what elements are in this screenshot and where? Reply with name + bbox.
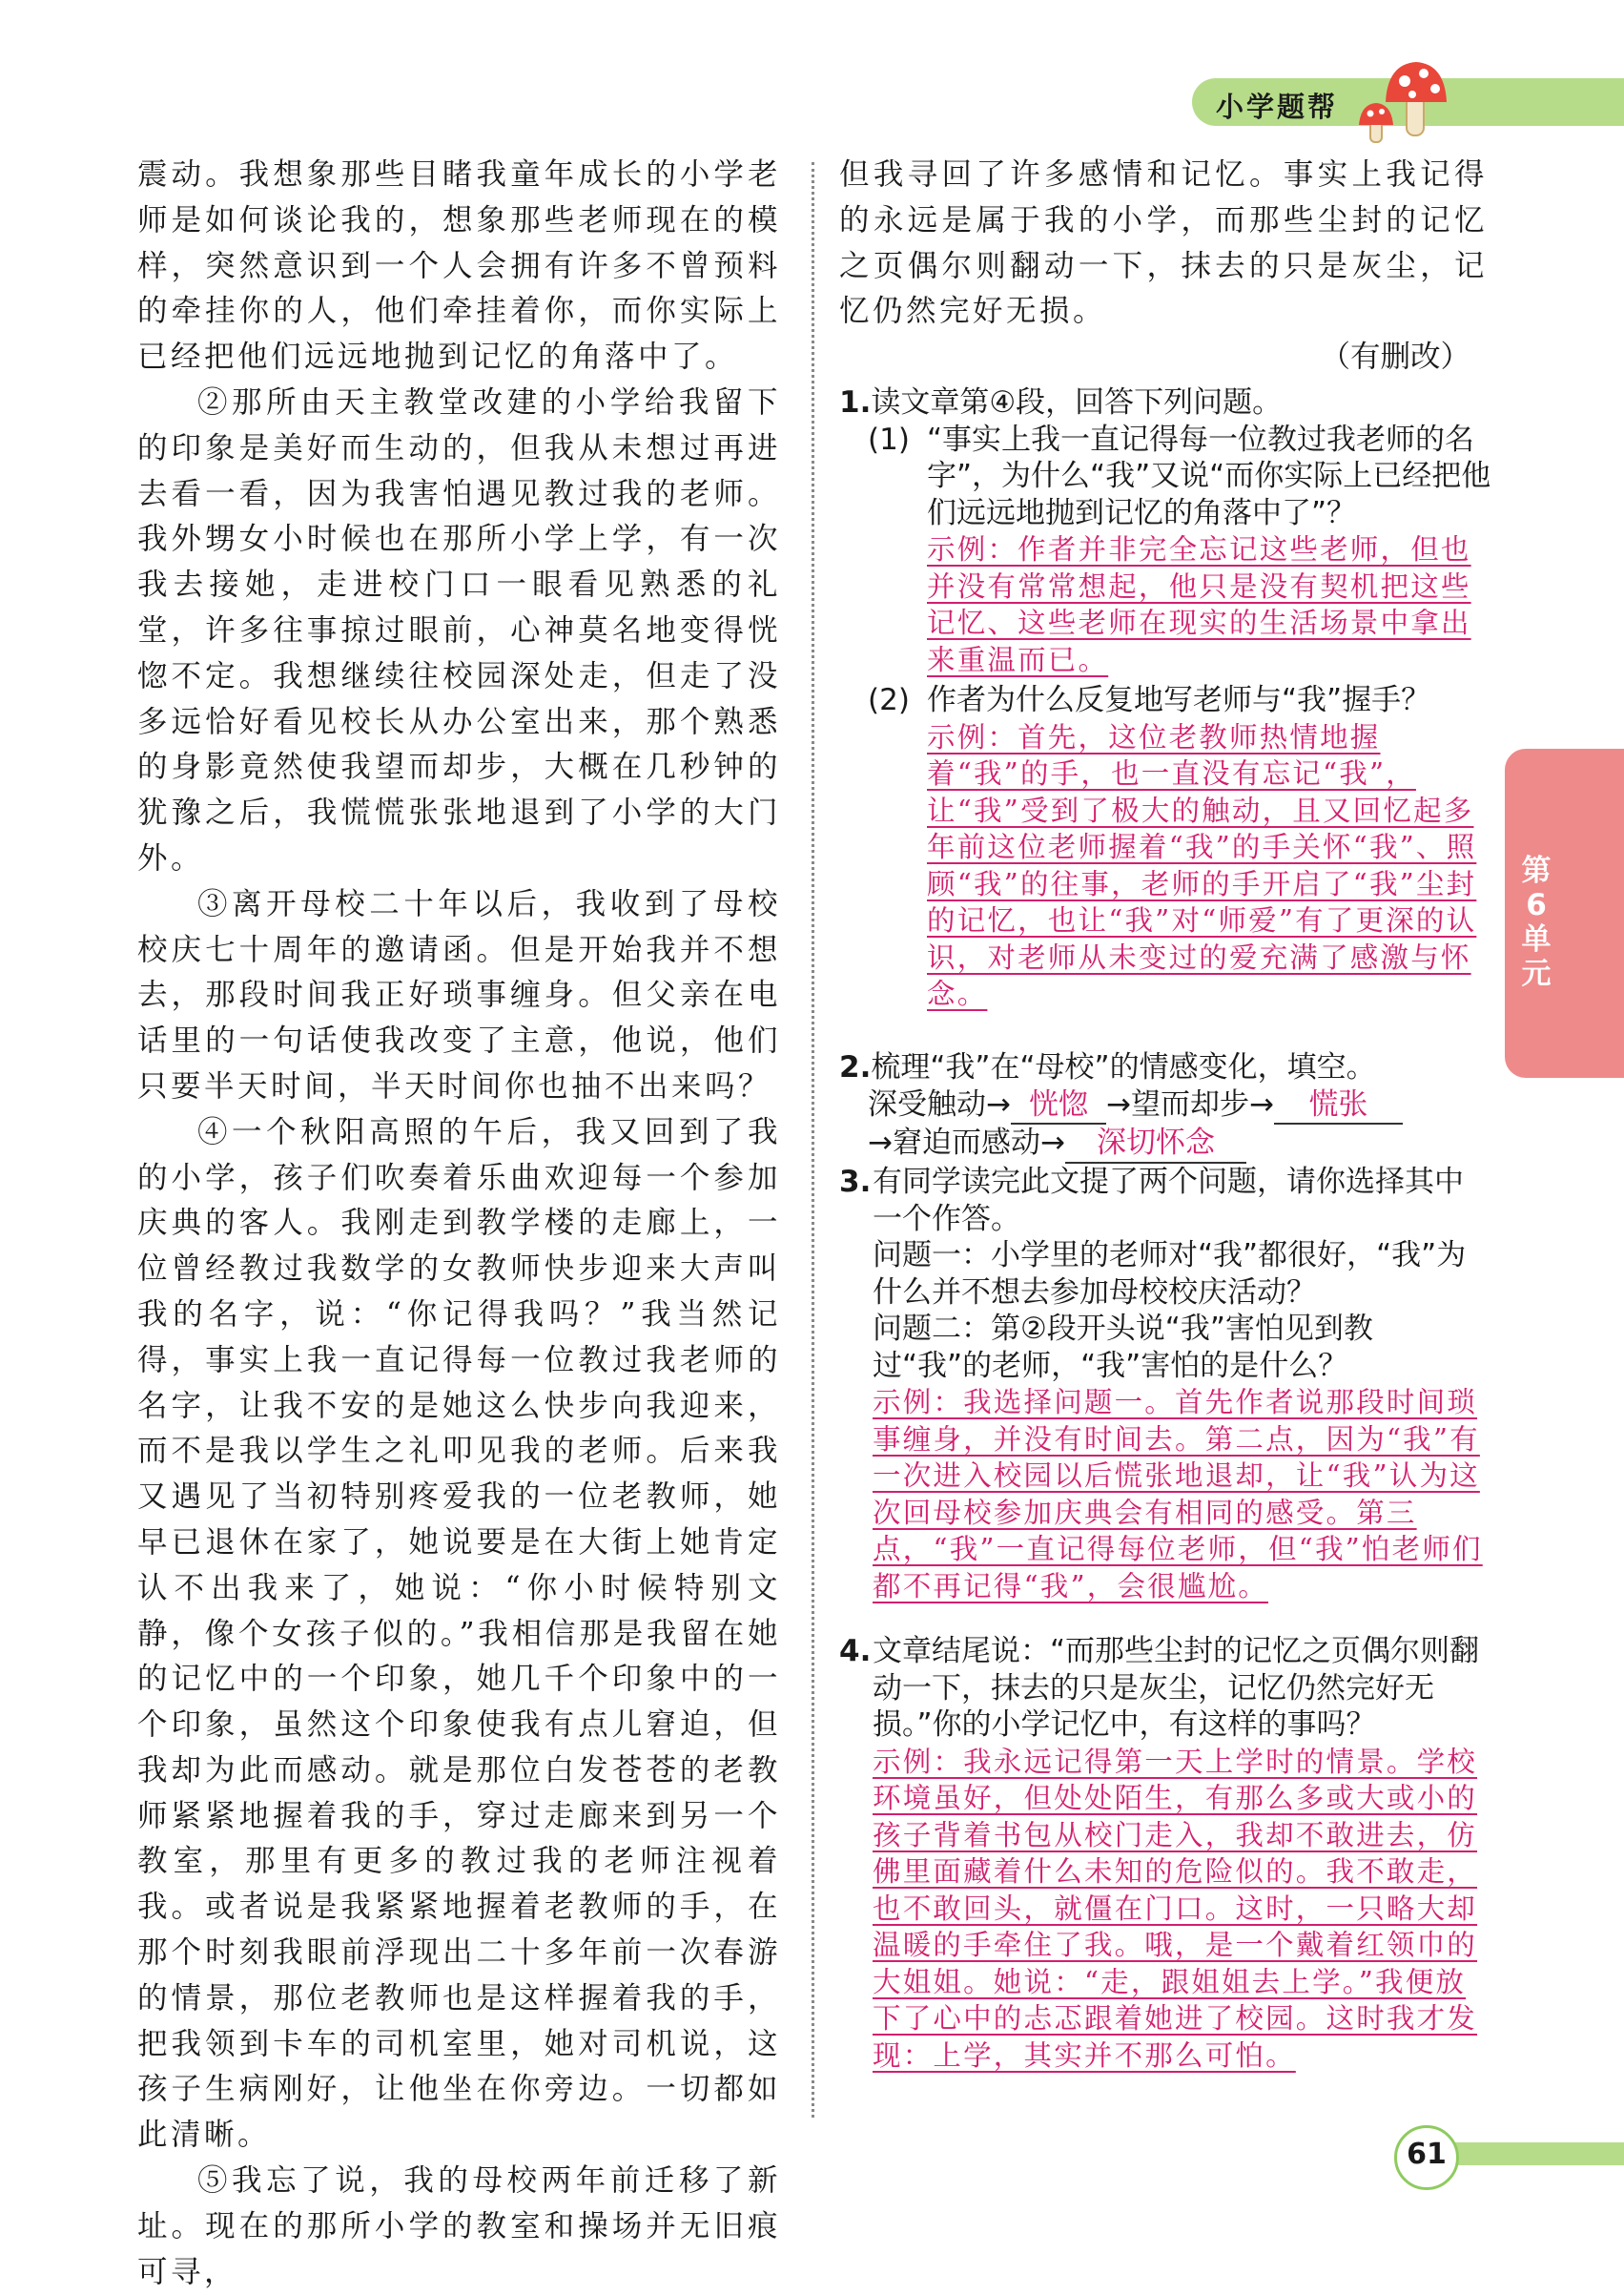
source-note: （有删改） [1320, 340, 1470, 375]
question-1 [839, 384, 1492, 1013]
header-title: 小学题帮 [1216, 91, 1339, 123]
flow-step: →窘迫而感动→ [868, 1126, 1065, 1160]
answer-text [839, 719, 1492, 1013]
column-divider [812, 162, 814, 2118]
article-paragraph: ⑤我忘了说，我的母校两年前迁移了新址。现在的那所小学的教室和操场并无旧痕可寻， [137, 2163, 781, 2289]
question-number: 4. [839, 1634, 872, 1668]
unit-label: 第6单元 [1521, 854, 1552, 991]
answer-q3: 示例：我选择问题一。首先作者说那段时间琐事缠身，并没有时间去。第二点，因为“我”有一次进入校园以后慌张地退却，让“我”认为这次回母校参加庆典会有相同的感受。第三点，“我”一直记得每位老师，但“我”怕老师们都不再记得“我”，会很尴尬。 [873, 1386, 1483, 1602]
question-number: 2. [839, 1050, 872, 1085]
article-right-column [839, 153, 1488, 381]
sub-question-label: (1) [868, 422, 910, 457]
answer-q1-1: 示例：作者并非完全忘记这些老师，但也并没有常常想起，他只是没有契机把这些记忆、这些老师在现实的生活场景中拿出来重温而已。 [927, 533, 1471, 676]
question-number: 3. [839, 1165, 872, 1199]
page-number: 61 [1407, 2138, 1447, 2171]
question-text: 有同学读完此文提了两个问题，请你选择其中一个作答。 [873, 1165, 1464, 1236]
answer-text [839, 1744, 1492, 2075]
problem-one: 问题一：小学里的老师对“我”都很好，“我”为什么并不想去参加母校校庆活动？ [873, 1238, 1467, 1310]
answer-q4: 示例：我永远记得第一天上学时的情景。学校环境虽好，但处处陌生，有那么多或大或小的孩子背着书包从校门走入，我却不敢进去，仿佛里面藏着什么未知的危险似的。我不敢走，也不敢回头，就僵在门口。这时，一只略大却温暖的手牵住了我。哦，是一个戴着红领巾的大姐姐。她说：“走，跟姐姐去上学。”我便放下了心中的忐忑跟着她进了校园。这时我才发现：上学，其实并不那么可怕。 [873, 1745, 1478, 2072]
mushroom-icon [1349, 52, 1464, 148]
article-paragraph: ④一个秋阳高照的午后，我又回到了我的小学，孩子们吹奏着乐曲欢迎每一个参加庆典的客人。我刚走到教学楼的走廊上，一位曾经教过我数学的女教师快步迎来大声叫我的名字，说：“你记得我吗？”我当然记得，事实上我一直记得每一位教过我老师的名字，让我不安的是她这么快步向我迎来，而不是我以学生之礼叩见我的老师。后来我又遇见了当初特别疼爱我的一位老教师，她早已退休在家了，她说要是在大街上她肯定认不出我来了，她说：“你小时候特别文静，像个女孩子似的。”我相信那是我留在她的记忆中的一个印象，她几千个印象中的一个印象，虽然这个印象使我有点儿窘迫，但我却为此而感动。就是那位白发苍苍的老教师紧紧地握着我的手，穿过走廊来到另一个教室，那里有更多的教过我的老师注视着我。或者说是我紧紧地握着老教师的手，在那个时刻我眼前浮现出二十多年前一次春游的情景，那位老教师也是这样握着我的手，把我领到卡车的司机室里，她对司机说，这孩子生病刚好，让他坐在你旁边。一切都如此清晰。 [137, 1114, 781, 2153]
question-2 [839, 1049, 1492, 1164]
article-paragraph: ③离开母校二十年以后，我收到了母校校庆七十周年的邀请函。但是开始我并不想去，那段时间我正好琐事缠身。但父亲在电话里的一句话使我改变了主意，他说，他们只要半天时间，半天时间你也抽不出来吗？ [137, 886, 781, 1104]
article-paragraph: ②那所由天主教堂改建的小学给我留下的印象是美好而生动的，但我从未想过再进去看一看，因为我害怕遇见教过我的老师。我外甥女小时候也在那所小学上学，有一次我去接她，走进校门口一眼看见熟悉的礼堂，许多往事掠过眼前，心神莫名地变得恍惚不定。我想继续往校园深处走，但走了没多远恰好看见校长从办公室出来，那个熟悉的身影竟然使我望而却步，大概在几秒钟的犹豫之后，我慌慌张张地退到了小学的大门外。 [137, 384, 781, 876]
question-text: 文章结尾说：“而那些尘封的记忆之页偶尔则翻动一下，抹去的只是灰尘，记忆仍然完好无损。”你的小学记忆中，有这样的事吗？ [873, 1634, 1480, 1742]
answer-q1-2: 示例：首先，这位老教师热情地握着“我”的手，也一直没有忘记“我”，让“我”受到了极大的触动，且又回忆起多年前这位老师握着“我”的手关怀“我”、照顾“我”的往事，老师的手开启了“我”尘封的记忆，也让“我”对“师爱”有了更深的认识，对老师从未变过的爱充满了感激与怀念。 [927, 720, 1477, 1010]
question-text: 读文章第④段，回答下列问题。 [871, 385, 1283, 420]
answer-text [839, 1384, 1492, 1604]
sub-question-label: (2) [868, 683, 910, 717]
fill-blank-3: 深切怀念 [1065, 1125, 1246, 1164]
article-paragraph: 震动。我想象那些目睹我童年成长的小学老师是如何谈论我的，想象那些老师现在的模样，突然意识到一个人会拥有许多不曾预料的牵挂你的人，他们牵挂着你，而你实际上已经把他们远远地抛到记忆的角落中了。 [137, 157, 781, 375]
flow-step: →望而却步→ [1105, 1086, 1274, 1122]
fill-blank-1: 恍惚 [1011, 1086, 1106, 1126]
flow-step: 深受触动→ [868, 1086, 1011, 1122]
article-paragraph: 但我寻回了许多感情和记忆。事实上我记得的永远是属于我的小学，而那些尘封的记忆之页偶尔则翻动一下，抹去的只是灰尘，记忆仍然完好无损。 [839, 157, 1488, 329]
sub-question-text: “事实上我一直记得每一位教过我老师的名字”，为什么“我”又说“而你实际上已经把他们远远地抛到记忆的角落中了”？ [927, 422, 1491, 530]
article-left-column [137, 153, 781, 2295]
question-number: 1. [839, 385, 872, 420]
problem-two: 问题二：第②段开头说“我”害怕见到教过“我”的老师，“我”害怕的是什么？ [873, 1312, 1373, 1383]
fill-blank-2: 慌张 [1274, 1086, 1403, 1126]
question-text: 梳理“我”在“母校”的情感变化，填空。 [871, 1050, 1376, 1085]
question-3 [839, 1164, 1492, 1604]
sub-question-text: 作者为什么反复地写老师与“我”握手？ [927, 683, 1431, 717]
question-4 [839, 1633, 1492, 2074]
answer-text [839, 531, 1492, 678]
